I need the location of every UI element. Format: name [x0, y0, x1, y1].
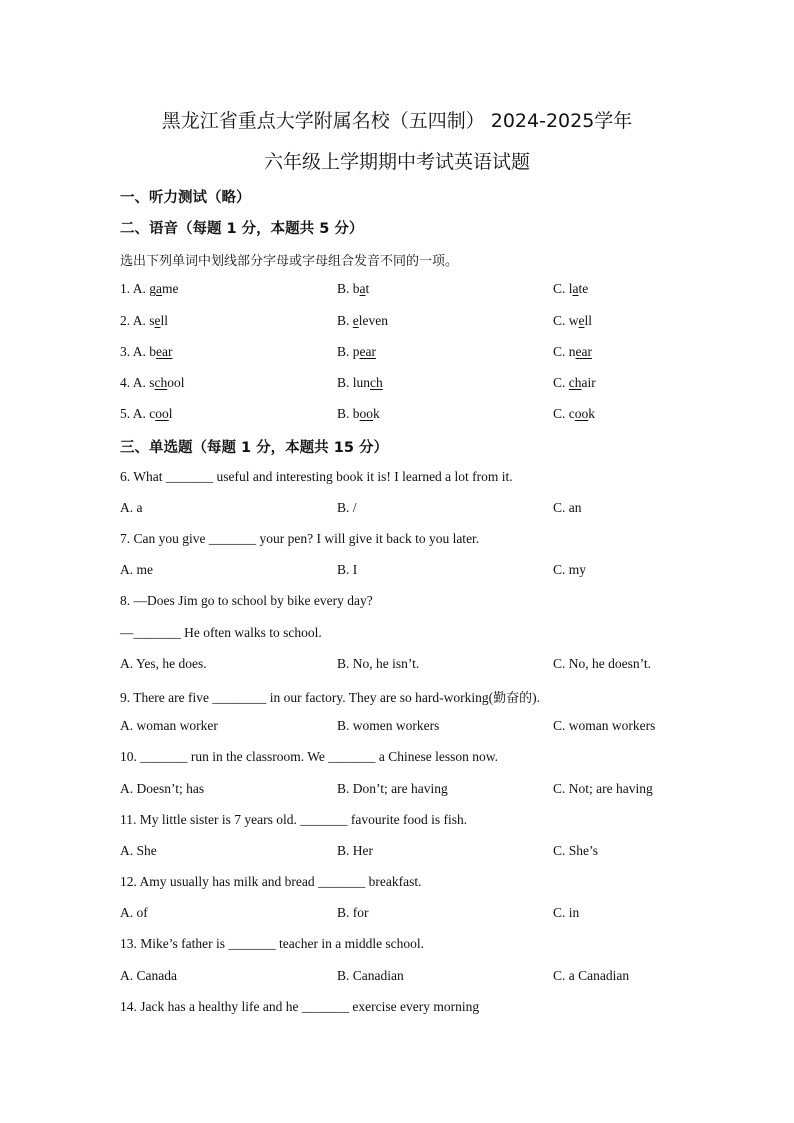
- q1-option-b: B. bat: [337, 281, 370, 296]
- q11-option-c: C. She’s: [553, 843, 599, 858]
- q6-option-c: C. an: [553, 500, 582, 515]
- section-single-choice: 三、单选题（每题 1 分，本题共 15 分）: [120, 440, 388, 456]
- q9-option-c: C. woman workers: [553, 718, 656, 733]
- q13-stem: 13. Mike’s father is _______ teacher in a middle school.: [120, 936, 425, 951]
- q5-option-a: 5. A. cool: [120, 406, 173, 421]
- q9-option-a: A. woman worker: [120, 718, 218, 733]
- q10-stem: 10. _______ run in the classroom. We _______ a Chinese lesson now.: [120, 749, 498, 764]
- q5-option-c: C. cook: [553, 406, 596, 421]
- q8-stem: 8. —Does Jim go to school by bike every day?: [120, 593, 373, 608]
- q3-option-c: C. near: [553, 344, 592, 359]
- q2-option-b: B. eleven: [337, 313, 389, 328]
- q10-option-b: B. Don’t; are having: [337, 781, 448, 796]
- q7-option-a: A. me: [120, 562, 153, 577]
- q6-option-b: B. /: [337, 500, 357, 515]
- exam-title-line2: 六年级上学期期中考试英语试题: [263, 151, 530, 173]
- section-listening: 一、听力测试（略）: [120, 190, 251, 206]
- q8-stem-reply: —_______ He often walks to school.: [120, 625, 322, 640]
- q2-option-c: C. well: [553, 313, 593, 328]
- q3-option-a: 3. A. bear: [120, 344, 173, 359]
- q13-option-b: B. Canadian: [337, 968, 404, 983]
- q9-option-b: B. women workers: [337, 718, 440, 733]
- q6-stem: 6. What _______ useful and interesting book it is! I learned a lot from it.: [120, 469, 513, 484]
- q7-option-b: B. I: [337, 562, 358, 577]
- q12-stem: 12. Amy usually has milk and bread _______ breakfast.: [120, 874, 422, 889]
- q12-option-c: C. in: [553, 905, 580, 920]
- q7-option-c: C. my: [553, 562, 587, 577]
- q11-option-b: B. Her: [337, 843, 373, 858]
- q4-option-b: B. lunch: [337, 375, 383, 390]
- q7-stem: 7. Can you give _______ your pen? I will give it back to you later.: [120, 531, 480, 546]
- q3-option-b: B. pear: [337, 344, 376, 359]
- q6-option-a: A. a: [120, 500, 143, 515]
- q13-option-c: C. a Canadian: [553, 968, 630, 983]
- q9-stem: 9. There are five ________ in our factory. They are so hard-working(勤奋的).: [120, 690, 541, 706]
- q1-option-a: 1. A. game: [120, 281, 179, 296]
- q10-option-a: A. Doesn’t; has: [120, 781, 205, 796]
- phonetics-instruction: 选出下列单词中划线部分字母或字母组合发音不同的一项。: [120, 254, 459, 269]
- q2-option-a: 2. A. sell: [120, 313, 169, 328]
- q12-option-b: B. for: [337, 905, 369, 920]
- section-phonetics: 二、语音（每题 1 分，本题共 5 分）: [120, 221, 364, 237]
- q8-option-c: C. No, he doesn’t.: [553, 656, 651, 671]
- q11-stem: 11. My little sister is 7 years old. _______ favourite food is fish.: [120, 812, 468, 827]
- q11-option-a: A. She: [120, 843, 157, 858]
- exam-title-line1: 黑龙江省重点大学附属名校（五四制） 2024-2025学年: [161, 110, 633, 132]
- q12-option-a: A. of: [120, 905, 148, 920]
- q13-option-a: A. Canada: [120, 968, 177, 983]
- q4-option-c: C. chair: [553, 375, 596, 390]
- q8-option-b: B. No, he isn’t.: [337, 656, 420, 671]
- q4-option-a: 4. A. school: [120, 375, 185, 390]
- q5-option-b: B. book: [337, 406, 380, 421]
- q8-option-a: A. Yes, he does.: [120, 656, 207, 671]
- q14-stem: 14. Jack has a healthy life and he _______ exercise every morning: [120, 999, 480, 1014]
- q1-option-c: C. late: [553, 281, 589, 296]
- q10-option-c: C. Not; are having: [553, 781, 653, 796]
